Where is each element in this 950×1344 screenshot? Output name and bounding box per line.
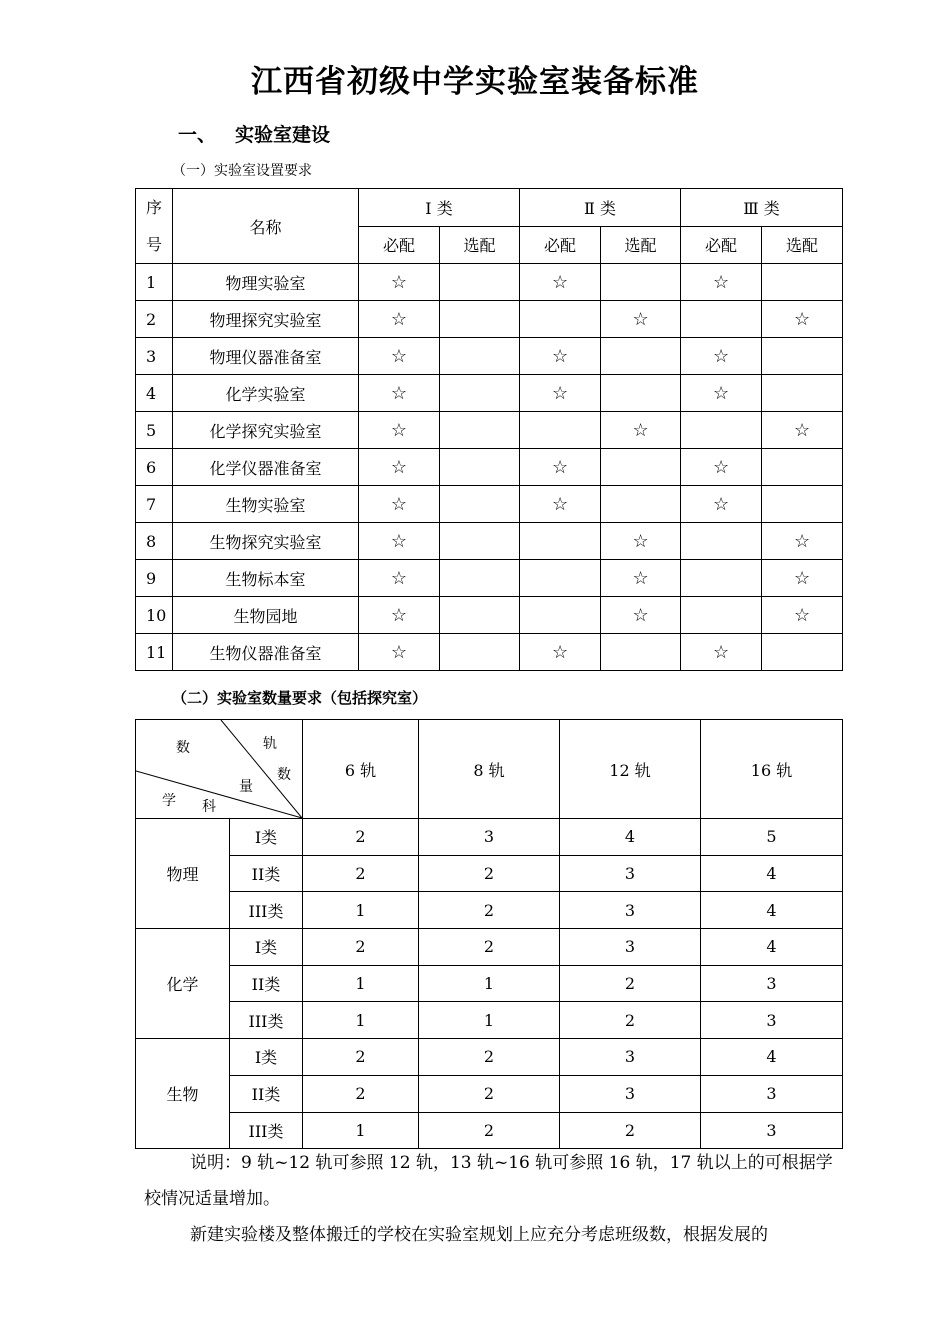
page-title: 江西省初级中学实验室装备标准	[251, 64, 699, 100]
count-cell: 2	[303, 929, 419, 966]
star-icon: ☆	[712, 382, 730, 404]
optional-header: 选配	[601, 226, 681, 264]
room-name: 生物园地	[173, 597, 359, 634]
count-cell: 3	[701, 1075, 843, 1112]
corner-label: 量	[239, 779, 253, 795]
mark-cell	[601, 338, 681, 375]
star-icon: ☆	[632, 308, 649, 330]
table-row	[136, 819, 843, 856]
required-header: 必配	[681, 226, 762, 264]
star-icon: ☆	[390, 345, 408, 367]
class-cell: III类	[230, 892, 303, 929]
name-header: 名称	[173, 189, 359, 264]
star-icon: ☆	[793, 567, 811, 589]
star-icon: ☆	[390, 493, 408, 515]
class-header: Ⅱ 类	[520, 189, 681, 227]
mark-cell	[762, 338, 843, 375]
room-name: 生物仪器准备室	[173, 634, 359, 671]
count-cell: 1	[303, 965, 419, 1002]
mark-cell	[440, 338, 520, 375]
count-cell: 3	[560, 1039, 701, 1076]
mark-cell	[681, 375, 762, 412]
mark-cell	[762, 634, 843, 671]
count-cell: 4	[701, 1039, 843, 1076]
row-number: 1	[136, 264, 173, 301]
mark-cell	[520, 634, 601, 671]
mark-cell	[762, 560, 843, 597]
mark-cell	[601, 449, 681, 486]
room-name: 化学探究实验室	[173, 412, 359, 449]
required-header: 必配	[520, 226, 601, 264]
mark-cell	[601, 301, 681, 338]
room-name: 物理实验室	[173, 264, 359, 301]
mark-cell	[440, 523, 520, 560]
mark-cell	[440, 449, 520, 486]
mark-cell	[520, 301, 601, 338]
mark-cell	[520, 375, 601, 412]
mark-cell	[681, 264, 762, 301]
count-cell: 2	[303, 819, 419, 856]
count-cell: 3	[560, 892, 701, 929]
count-cell: 1	[303, 892, 419, 929]
mark-cell	[359, 560, 440, 597]
subsection-heading-1: （一）实验室设置要求	[172, 163, 312, 179]
mark-cell	[520, 597, 601, 634]
mark-cell	[681, 634, 762, 671]
star-icon: ☆	[712, 493, 730, 515]
star-icon: ☆	[632, 604, 649, 626]
mark-cell	[762, 301, 843, 338]
mark-cell	[601, 264, 681, 301]
mark-cell	[359, 338, 440, 375]
star-icon: ☆	[390, 456, 408, 478]
body-line: 新建实验楼及整体搬迁的学校在实验室规划上应充分考虑班级数，根据发展的	[190, 1225, 768, 1245]
star-icon: ☆	[551, 641, 569, 663]
star-icon: ☆	[390, 308, 408, 330]
mark-cell	[440, 264, 520, 301]
table-row	[136, 1075, 843, 1112]
table-row	[136, 892, 843, 929]
required-header: 必配	[359, 226, 440, 264]
table-row	[136, 855, 843, 892]
mark-cell	[520, 449, 601, 486]
mark-cell	[762, 264, 843, 301]
table-row	[136, 412, 843, 449]
optional-header: 选配	[440, 226, 520, 264]
count-cell: 2	[419, 1039, 560, 1076]
mark-cell	[440, 375, 520, 412]
mark-cell	[359, 523, 440, 560]
star-icon: ☆	[390, 530, 408, 552]
count-cell: 3	[560, 929, 701, 966]
star-icon: ☆	[712, 641, 730, 663]
table-row	[136, 597, 843, 634]
mark-cell	[681, 523, 762, 560]
mark-cell	[681, 560, 762, 597]
mark-cell	[520, 338, 601, 375]
mark-cell	[520, 523, 601, 560]
star-icon: ☆	[793, 530, 811, 552]
mark-cell	[359, 412, 440, 449]
star-icon: ☆	[632, 567, 649, 589]
count-cell: 3	[560, 1075, 701, 1112]
class-cell: III类	[230, 1112, 303, 1149]
room-name: 物理仪器准备室	[173, 338, 359, 375]
mark-cell	[762, 523, 843, 560]
count-cell: 2	[303, 1075, 419, 1112]
star-icon: ☆	[390, 271, 408, 293]
body-paragraph	[144, 1217, 844, 1253]
star-icon: ☆	[793, 419, 811, 441]
class-cell: II类	[230, 1075, 303, 1112]
corner-label: 轨	[263, 736, 277, 752]
mark-cell	[762, 412, 843, 449]
table-row	[136, 965, 843, 1002]
count-cell: 2	[419, 892, 560, 929]
subject-cell: 生物	[136, 1039, 230, 1149]
mark-cell	[762, 449, 843, 486]
mark-cell	[359, 634, 440, 671]
star-icon: ☆	[712, 456, 730, 478]
mark-cell	[520, 264, 601, 301]
seq-header	[136, 189, 173, 264]
count-cell: 4	[701, 929, 843, 966]
count-cell: 2	[560, 965, 701, 1002]
star-icon: ☆	[390, 567, 408, 589]
note-line: 校情况适量增加。	[144, 1189, 280, 1209]
row-number: 11	[136, 634, 173, 671]
optional-header: 选配	[762, 226, 843, 264]
row-number: 8	[136, 523, 173, 560]
seq-header-char: 序	[145, 198, 162, 217]
mark-cell	[601, 486, 681, 523]
mark-cell	[601, 412, 681, 449]
row-number: 2	[136, 301, 173, 338]
room-name: 化学仪器准备室	[173, 449, 359, 486]
star-icon: ☆	[551, 382, 569, 404]
star-icon: ☆	[551, 456, 569, 478]
lab-quantity-table	[135, 719, 843, 1149]
mark-cell	[359, 301, 440, 338]
lab-setup-table	[135, 188, 843, 671]
star-icon: ☆	[551, 345, 569, 367]
star-icon: ☆	[390, 604, 408, 626]
star-icon: ☆	[793, 604, 811, 626]
room-name: 化学实验室	[173, 375, 359, 412]
room-name: 生物标本室	[173, 560, 359, 597]
mark-cell	[520, 412, 601, 449]
row-number: 10	[136, 597, 173, 634]
count-cell: 2	[419, 855, 560, 892]
table-row	[136, 523, 843, 560]
count-cell: 1	[303, 1002, 419, 1039]
row-number: 7	[136, 486, 173, 523]
count-cell: 3	[560, 855, 701, 892]
count-cell: 2	[560, 1112, 701, 1149]
seq-header-char: 号	[145, 235, 162, 254]
class-header: Ⅰ 类	[359, 189, 520, 227]
mark-cell	[440, 412, 520, 449]
mark-cell	[681, 449, 762, 486]
class-cell: I类	[230, 1039, 303, 1076]
star-icon: ☆	[390, 419, 408, 441]
table-row	[136, 486, 843, 523]
subsection-heading-2: （二）实验室数量要求（包括探究室）	[172, 689, 428, 707]
mark-cell	[359, 597, 440, 634]
corner-label: 学	[162, 793, 176, 809]
star-icon: ☆	[632, 419, 649, 441]
mark-cell	[440, 560, 520, 597]
track-header: 8 轨	[419, 720, 560, 819]
section-heading-1	[178, 120, 330, 147]
track-header: 6 轨	[303, 720, 419, 819]
class-header: Ⅲ 类	[681, 189, 843, 227]
table-row	[136, 634, 843, 671]
mark-cell	[681, 412, 762, 449]
mark-cell	[359, 449, 440, 486]
table-row	[136, 338, 843, 375]
mark-cell	[681, 486, 762, 523]
mark-cell	[440, 301, 520, 338]
star-icon: ☆	[793, 308, 811, 330]
count-cell: 5	[701, 819, 843, 856]
row-number: 6	[136, 449, 173, 486]
track-header: 16 轨	[701, 720, 843, 819]
count-cell: 4	[701, 892, 843, 929]
mark-cell	[359, 486, 440, 523]
note-paragraph	[144, 1145, 844, 1181]
mark-cell	[440, 597, 520, 634]
corner-label: 数	[176, 740, 190, 756]
mark-cell	[601, 634, 681, 671]
class-cell: III类	[230, 1002, 303, 1039]
table-row	[136, 264, 843, 301]
mark-cell	[601, 597, 681, 634]
row-number: 9	[136, 560, 173, 597]
count-cell: 4	[701, 855, 843, 892]
count-cell: 2	[303, 855, 419, 892]
corner-header	[136, 720, 303, 819]
star-icon: ☆	[390, 382, 408, 404]
mark-cell	[359, 375, 440, 412]
star-icon: ☆	[390, 641, 408, 663]
count-cell: 2	[560, 1002, 701, 1039]
class-cell: II类	[230, 855, 303, 892]
class-cell: I类	[230, 819, 303, 856]
mark-cell	[359, 264, 440, 301]
mark-cell	[601, 375, 681, 412]
note-line: 说明：9 轨~12 轨可参照 12 轨，13 轨~16 轨可参照 16 轨，17 轨以上的可根据学	[190, 1153, 833, 1173]
count-cell: 1	[419, 1002, 560, 1039]
section-number: 一、	[178, 124, 217, 146]
star-icon: ☆	[632, 530, 649, 552]
mark-cell	[520, 560, 601, 597]
row-number: 4	[136, 375, 173, 412]
count-cell: 2	[303, 1039, 419, 1076]
corner-label: 科	[202, 799, 216, 815]
table-row	[136, 560, 843, 597]
table-row	[136, 449, 843, 486]
mark-cell	[681, 301, 762, 338]
mark-cell	[601, 523, 681, 560]
note-paragraph-cont	[144, 1181, 844, 1217]
subject-cell: 化学	[136, 929, 230, 1039]
room-name: 生物探究实验室	[173, 523, 359, 560]
corner-label: 数	[277, 767, 291, 783]
table-row	[136, 1002, 843, 1039]
star-icon: ☆	[551, 271, 569, 293]
track-header: 12 轨	[560, 720, 701, 819]
mark-cell	[440, 634, 520, 671]
table-row	[136, 301, 843, 338]
star-icon: ☆	[712, 271, 730, 293]
room-name: 物理探究实验室	[173, 301, 359, 338]
row-number: 5	[136, 412, 173, 449]
count-cell: 2	[419, 929, 560, 966]
table-row	[136, 929, 843, 966]
class-cell: I类	[230, 929, 303, 966]
count-cell: 1	[419, 965, 560, 1002]
star-icon: ☆	[551, 493, 569, 515]
mark-cell	[681, 597, 762, 634]
count-cell: 3	[701, 1002, 843, 1039]
mark-cell	[681, 338, 762, 375]
room-name: 生物实验室	[173, 486, 359, 523]
row-number: 3	[136, 338, 173, 375]
mark-cell	[601, 560, 681, 597]
count-cell: 1	[303, 1112, 419, 1149]
subject-cell: 物理	[136, 819, 230, 929]
section-label: 实验室建设	[235, 124, 331, 146]
star-icon: ☆	[712, 345, 730, 367]
mark-cell	[762, 597, 843, 634]
table-row	[136, 1112, 843, 1149]
count-cell: 2	[419, 1075, 560, 1112]
count-cell: 3	[701, 1112, 843, 1149]
mark-cell	[762, 486, 843, 523]
count-cell: 3	[419, 819, 560, 856]
count-cell: 4	[560, 819, 701, 856]
table-row	[136, 375, 843, 412]
mark-cell	[762, 375, 843, 412]
mark-cell	[440, 486, 520, 523]
table-row	[136, 1039, 843, 1076]
count-cell: 2	[419, 1112, 560, 1149]
class-cell: II类	[230, 965, 303, 1002]
mark-cell	[520, 486, 601, 523]
count-cell: 3	[701, 965, 843, 1002]
